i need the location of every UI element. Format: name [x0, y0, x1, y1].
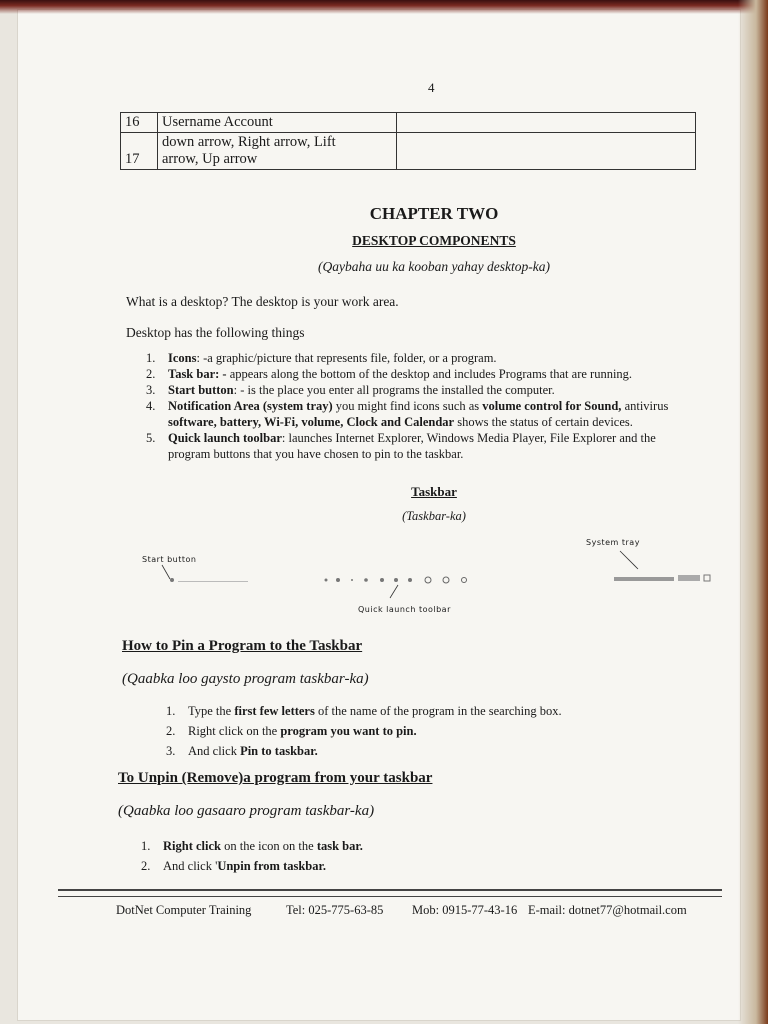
taskbar-diagram [130, 535, 730, 620]
pin-translation: (Qaabka loo gaysto program taskbar-ka) [122, 671, 369, 687]
table-row [121, 133, 696, 170]
footer-org: DotNet Computer Training [116, 903, 252, 917]
start-button-label: Start button [142, 555, 197, 564]
list-item: 2. And click 'Unpin from taskbar. [141, 859, 327, 873]
chapter-translation: (Qaybaha uu ka kooban yahay desktop-ka) [317, 259, 551, 274]
term-line: down arrow, Right arrow, Lift [162, 134, 336, 150]
table-cell-number: 17 [121, 133, 158, 170]
table-cell-meaning [397, 113, 696, 133]
start-icon [170, 578, 174, 582]
intro-has-things: Desktop has the following things [126, 325, 305, 340]
quick-launch-arrow [390, 585, 398, 598]
list-item: 2. Right click on the program you want to pin. [166, 724, 417, 738]
footer-mob: Mob: 0915-77-43-16 [412, 903, 518, 917]
table-cell-number: 16 [121, 113, 158, 133]
footer-tel: Tel: 025-775-63-85 [286, 903, 384, 917]
start-arrow [162, 565, 170, 579]
list-item: 2. Task bar: - appears along the bottom of the desktop and includes Programs that are running. [146, 367, 633, 381]
list-item: 1. Right click on the icon on the task bar. [141, 839, 363, 853]
list-item: 1. Icons: -a graphic/picture that represents file, folder, or a program. [146, 351, 497, 365]
list-item: 4. Notification Area (system tray) you might find icons such as volume control for Sound, antivirus software, battery, Wi-Fi, volume, Clock and Calendar shows the status of certain devices. [146, 399, 669, 429]
list-item: 3. Start button: - is the place you enter all programs the installed the computer. [146, 383, 555, 397]
table-row [121, 113, 696, 133]
vocabulary-table [120, 112, 696, 170]
chapter-subtitle: DESKTOP COMPONENTS [352, 233, 516, 248]
taskbar-icons [170, 575, 710, 583]
unpin-heading: To Unpin (Remove)a program from your taskbar [118, 770, 433, 786]
list-item: 3. And click Pin to taskbar. [166, 744, 318, 758]
components-list [146, 350, 736, 462]
footer-divider [58, 889, 722, 897]
system-tray-arrow [620, 551, 638, 569]
taskbar-title: Taskbar [411, 484, 457, 499]
list-item: 5. Quick launch toolbar: launches Internet Explorer, Windows Media Player, File Explorer and the program buttons that you have chosen to pin to the taskbar. [146, 431, 656, 461]
quick-launch-label: Quick launch toolbar [358, 605, 451, 614]
taskbar-translation: (Taskbar-ka) [402, 509, 466, 523]
unpin-translation: (Qaabka loo gasaaro program taskbar-ka) [118, 803, 375, 819]
pin-heading: How to Pin a Program to the Taskbar [122, 638, 363, 654]
page-number: 4 [428, 80, 435, 95]
unpin-steps-list [141, 836, 363, 876]
list-item: 1. Type the first few letters of the name of the program in the searching box. [166, 704, 562, 718]
pin-steps-list [166, 701, 562, 761]
footer-email: E-mail: dotnet77@hotmail.com [528, 903, 687, 917]
system-tray-label: System tray [586, 538, 640, 547]
taskbar-figure [130, 535, 730, 605]
table-cell-term [158, 133, 397, 170]
table-cell-term: Username Account [158, 113, 397, 133]
table-cell-meaning [397, 133, 696, 170]
scan-top-edge [0, 0, 768, 14]
intro-question: What is a desktop? The desktop is your work area. [126, 294, 399, 309]
chapter-title: CHAPTER TWO [369, 204, 499, 223]
term-line: arrow, Up arrow [162, 151, 258, 167]
